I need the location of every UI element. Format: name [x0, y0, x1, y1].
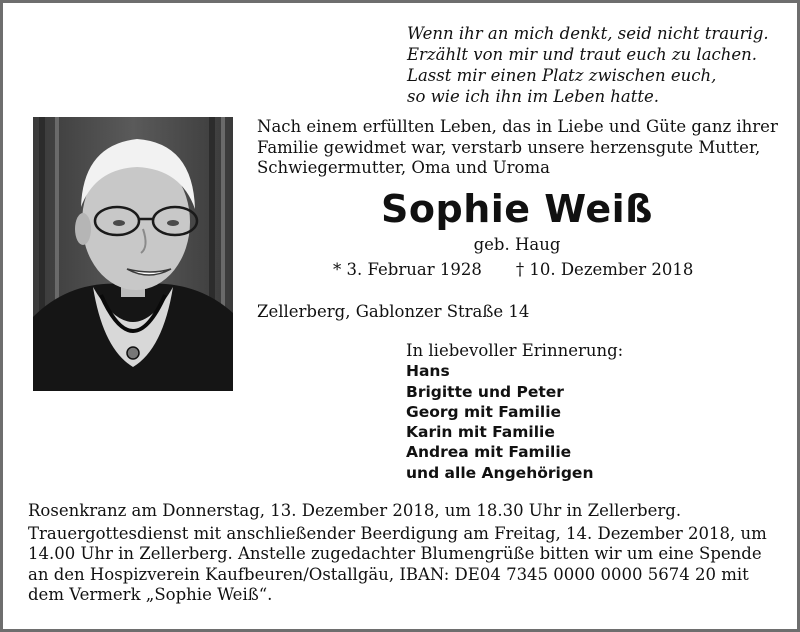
mourner-name: Andrea mit Familie — [406, 443, 572, 462]
mourner-name: Karin mit Familie — [406, 423, 555, 442]
poem-line: Wenn ihr an mich denkt, seid nicht traurig. — [407, 24, 769, 43]
mourner-name: Hans — [406, 362, 450, 381]
funeral-notice — [28, 524, 788, 606]
intro-line: Nach einem erfüllten Leben, das in Liebe und Güte ganz ihrer — [257, 117, 778, 136]
mourner-name: Brigitte und Peter — [406, 382, 564, 401]
life-dates — [333, 260, 693, 280]
deceased-name: Sophie Weiß — [381, 187, 653, 231]
portrait-photo — [33, 117, 233, 391]
address: Zellerberg, Gablonzer Straße 14 — [257, 302, 530, 321]
mourner-name: Georg mit Familie — [406, 402, 562, 421]
portrait-photo-graphic — [33, 117, 233, 391]
intro-text — [257, 117, 778, 179]
birth-date: * 3. Februar 1928 — [333, 260, 482, 279]
poem-line: Erzählt von mir und traut euch zu lachen. — [407, 45, 758, 64]
intro-line: Familie gewidmet war, verstarb unsere herzensgute Mutter, — [257, 137, 761, 157]
mourner-name: und alle Angehörigen — [406, 463, 594, 482]
poem-line: Lasst mir einen Platz zwischen euch, — [407, 66, 717, 85]
funeral-line: an den Hospizverein Kaufbeuren/Ostallgäu, IBAN: DE04 7345 0000 0000 5674 20 mit — [28, 564, 749, 584]
poem — [407, 23, 769, 107]
intro-line: Schwiegermutter, Oma und Uroma — [257, 158, 550, 177]
poem-line: so wie ich ihn im Leben hatte. — [407, 87, 660, 106]
death-date: † 10. Dezember 2018 — [515, 260, 694, 279]
service-info — [28, 501, 788, 606]
funeral-line: Trauergottesdienst mit anschließender Beerdigung am Freitag, 14. Dezember 2018, um — [28, 523, 767, 543]
mourners-lead: In liebevoller Erinnerung: — [406, 341, 624, 360]
rosary-notice: Rosenkranz am Donnerstag, 13. Dezember 2018, um 18.30 Uhr in Zellerberg. — [28, 501, 682, 520]
mourners — [406, 341, 623, 483]
funeral-line: 14.00 Uhr in Zellerberg. Anstelle zugedachter Blumengrüße bitten wir um eine Spende — [28, 544, 762, 563]
funeral-line: dem Vermerk „Sophie Weiß“. — [28, 585, 273, 604]
maiden-name: geb. Haug — [473, 235, 561, 254]
